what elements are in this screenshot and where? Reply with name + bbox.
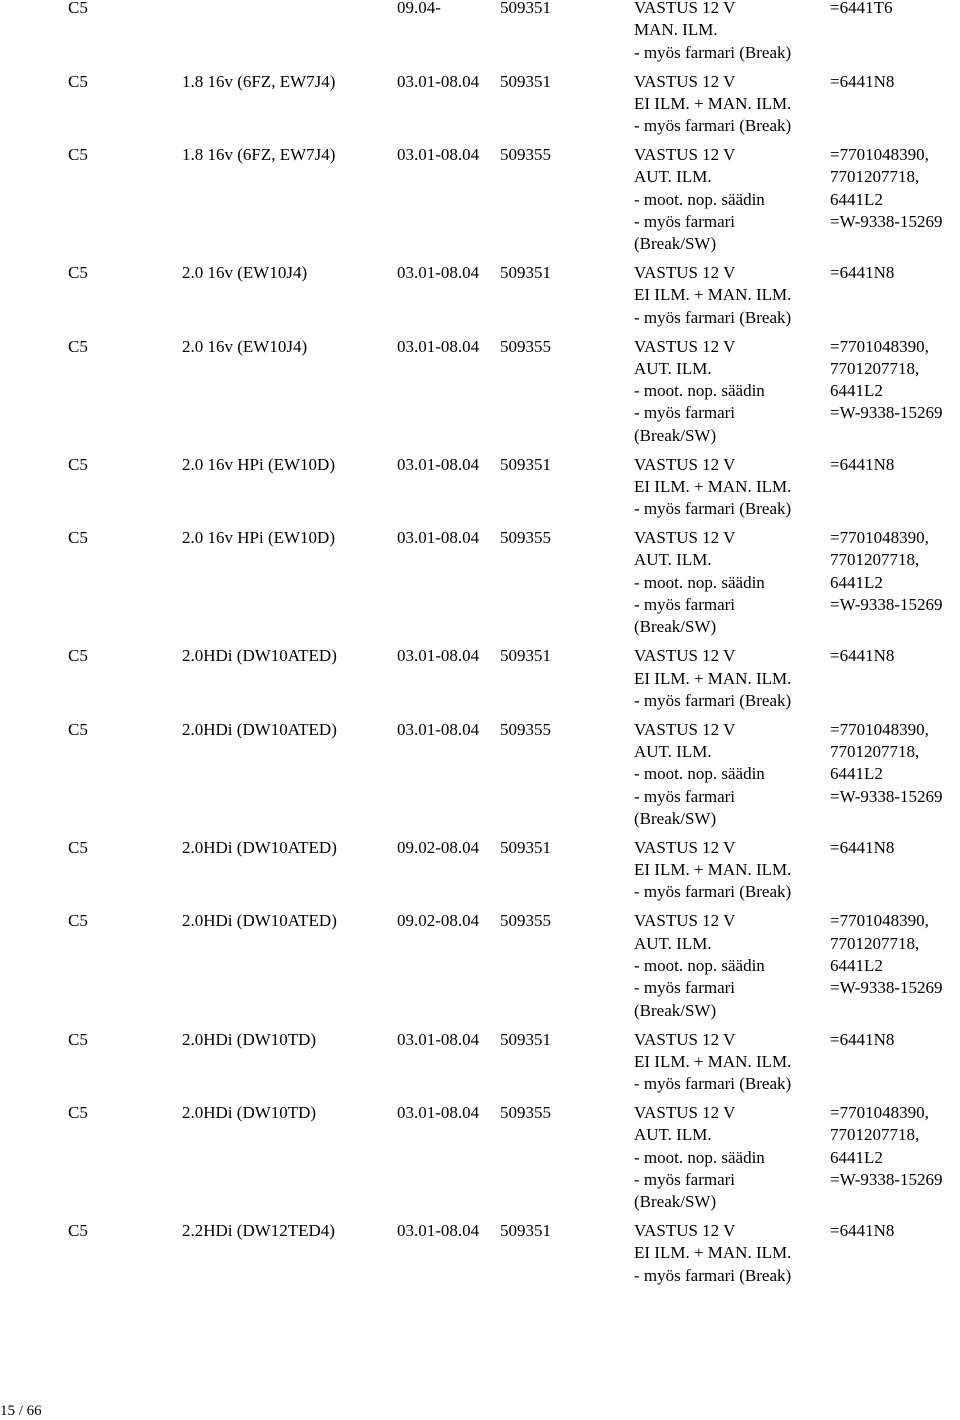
description [634,71,791,138]
cross-reference [830,527,943,616]
engine-type: 2.0HDi (DW10ATED) [182,911,337,931]
production-dates: 09.04- [397,0,441,17]
production-dates: 03.01-08.04 [397,528,480,548]
description-line: EI ILM. + MAN. ILM. [634,93,792,113]
production-dates: 03.01-08.04 [397,1103,480,1122]
description [634,645,791,712]
part-number: 509351 [500,454,551,474]
description-line: VASTUS 12 V [634,528,736,548]
engine-type: 2.0HDi (DW10TD) [182,1103,317,1122]
part-number: 509351 [500,0,551,17]
engine-type: 2.0 16v HPi (EW10D) [182,528,335,548]
description-line: AUT. ILM. [634,358,712,378]
reference-line: 7701207718, [830,550,920,570]
reference-line: =W-9338-15269 [830,595,943,615]
description-line: - moot. nop. säädin [634,572,765,592]
description-line: - myös farmari [634,1169,736,1189]
description-line: - myös farmari (Break) [634,307,792,327]
engine-type: 1.8 16v (6FZ, EW7J4) [182,145,336,164]
part-number: 509355 [500,719,551,739]
description [634,336,765,447]
reference-line: 7701207718, [830,933,920,953]
vehicle-model: C5 [68,336,88,356]
description-line: VASTUS 12 V [634,1103,736,1122]
part-number: 509351 [500,837,551,857]
description-line: EI ILM. + MAN. ILM. [634,668,792,688]
description-line: - myös farmari [634,978,736,998]
description-line: VASTUS 12 V [634,454,736,474]
reference-line: =7701048390, [830,528,929,548]
description-line: AUT. ILM. [634,167,712,187]
description-line: - myös farmari [634,786,736,806]
production-dates: 09.02-08.04 [397,837,480,857]
reference-line: =6441N8 [830,646,895,666]
reference-line: =6441T6 [830,0,893,17]
reference-line: =W-9338-15269 [830,1169,943,1189]
description-line: - myös farmari [634,595,736,615]
description-line: VASTUS 12 V [634,71,736,91]
part-number: 509351 [500,646,551,666]
description-line: MAN. ILM. [634,20,718,40]
reference-line: =6441N8 [830,454,895,474]
cross-reference [830,144,943,233]
description [634,144,765,255]
engine-type: 2.0HDi (DW10ATED) [182,646,337,666]
description-line: VASTUS 12 V [634,145,736,164]
reference-line: =7701048390, [830,336,929,356]
part-number: 509355 [500,1103,551,1122]
description-line: VASTUS 12 V [634,646,736,666]
description [634,527,765,638]
part-number: 509355 [500,145,551,164]
part-number: 509355 [500,528,551,548]
cross-reference [830,71,894,93]
reference-line: 6441L2 [830,189,883,209]
vehicle-model: C5 [68,528,88,548]
description-line: - myös farmari (Break) [634,499,792,519]
description-line: EI ILM. + MAN. ILM. [634,1243,792,1263]
cross-reference [830,1102,943,1191]
description-line: - moot. nop. säädin [634,189,765,209]
reference-line: =6441N8 [830,263,895,283]
description-line: - myös farmari (Break) [634,690,792,710]
description-line: (Break/SW) [634,234,717,254]
description-line: VASTUS 12 V [634,336,736,356]
description-line: VASTUS 12 V [634,1029,736,1049]
vehicle-model: C5 [68,646,88,666]
production-dates: 03.01-08.04 [397,454,480,474]
description-line: AUT. ILM. [634,550,712,570]
cross-reference [830,1220,894,1242]
part-number: 509351 [500,1029,551,1049]
description-line: - myös farmari (Break) [634,116,792,136]
description-line: (Break/SW) [634,617,717,637]
engine-type: 1.8 16v (6FZ, EW7J4) [182,71,336,91]
production-dates: 03.01-08.04 [397,719,480,739]
production-dates: 03.01-08.04 [397,646,480,666]
vehicle-model: C5 [68,719,88,739]
description-line: - moot. nop. säädin [634,764,765,784]
description-line: VASTUS 12 V [634,719,736,739]
description-line: - myös farmari [634,211,736,231]
description [634,1029,791,1096]
description [634,910,765,1021]
reference-line: =6441N8 [830,837,895,857]
reference-line: 6441L2 [830,1147,883,1167]
vehicle-model: C5 [68,911,88,931]
vehicle-model: C5 [68,263,88,283]
engine-type: 2.2HDi (DW12TED4) [182,1221,335,1241]
description [634,1102,765,1213]
cross-reference [830,336,943,425]
production-dates: 03.01-08.04 [397,336,480,356]
production-dates: 03.01-08.04 [397,71,480,91]
vehicle-model: C5 [68,837,88,857]
reference-line: =7701048390, [830,145,929,164]
description-line: EI ILM. + MAN. ILM. [634,285,792,305]
description-line: - myös farmari (Break) [634,42,792,62]
production-dates: 03.01-08.04 [397,263,480,283]
vehicle-model: C5 [68,0,88,17]
description-line: (Break/SW) [634,1000,717,1020]
vehicle-model: C5 [68,145,88,164]
engine-type: 2.0 16v HPi (EW10D) [182,454,335,474]
description-line: - myös farmari (Break) [634,1074,792,1094]
description-line: AUT. ILM. [634,1125,712,1145]
description [634,1220,791,1287]
reference-line: 7701207718, [830,1125,920,1145]
engine-type: 2.0HDi (DW10ATED) [182,837,337,857]
cross-reference [830,1029,894,1051]
reference-line: =6441N8 [830,1221,895,1241]
description-line: - myös farmari (Break) [634,882,792,902]
engine-type: 2.0 16v (EW10J4) [182,263,308,283]
cross-reference [830,719,943,808]
description-line: EI ILM. + MAN. ILM. [634,476,792,496]
description-line: EI ILM. + MAN. ILM. [634,1051,792,1071]
engine-type: 2.0 16v (EW10J4) [182,336,308,356]
description-line: (Break/SW) [634,1192,717,1212]
description-line: (Break/SW) [634,808,717,828]
reference-line: =7701048390, [830,911,929,931]
production-dates: 03.01-08.04 [397,145,480,164]
production-dates: 03.01-08.04 [397,1029,480,1049]
part-number: 509351 [500,71,551,91]
cross-reference [830,454,894,476]
reference-line: =W-9338-15269 [830,786,943,806]
reference-line: 6441L2 [830,381,883,401]
engine-type: 2.0HDi (DW10ATED) [182,719,337,739]
description-line: VASTUS 12 V [634,0,736,17]
reference-line: 6441L2 [830,572,883,592]
reference-line: =6441N8 [830,1029,895,1049]
part-number: 509351 [500,1221,551,1241]
part-number: 509355 [500,336,551,356]
cross-reference [830,0,892,19]
reference-line: 7701207718, [830,742,920,762]
cross-reference [830,262,894,284]
vehicle-model: C5 [68,71,88,91]
reference-line: =W-9338-15269 [830,978,943,998]
description-line: - myös farmari (Break) [634,1265,792,1285]
reference-line: 7701207718, [830,167,920,187]
description-line: EI ILM. + MAN. ILM. [634,860,792,880]
description-line: VASTUS 12 V [634,837,736,857]
production-dates: 03.01-08.04 [397,1221,480,1241]
reference-line: =W-9338-15269 [830,211,943,231]
cross-reference [830,837,894,859]
description [634,262,791,329]
description-line: VASTUS 12 V [634,911,736,931]
description [634,454,791,521]
vehicle-model: C5 [68,1221,88,1241]
description-line: AUT. ILM. [634,933,712,953]
page-number: 15 / 66 [0,1403,42,1419]
description-line: AUT. ILM. [634,742,712,762]
part-number: 509355 [500,911,551,931]
vehicle-model: C5 [68,454,88,474]
production-dates: 09.02-08.04 [397,911,480,931]
part-number: 509351 [500,263,551,283]
description-line: (Break/SW) [634,425,717,445]
description-line: VASTUS 12 V [634,1221,736,1241]
description [634,837,791,904]
description-line: - moot. nop. säädin [634,1147,765,1167]
description-line: - moot. nop. säädin [634,381,765,401]
description-line: VASTUS 12 V [634,263,736,283]
cross-reference [830,910,943,999]
description-line: - moot. nop. säädin [634,955,765,975]
reference-line: 6441L2 [830,955,883,975]
description-line: - myös farmari [634,403,736,423]
vehicle-model: C5 [68,1029,88,1049]
reference-line: =7701048390, [830,719,929,739]
reference-line: 7701207718, [830,358,920,378]
description [634,0,791,64]
vehicle-model: C5 [68,1103,88,1122]
reference-line: =6441N8 [830,71,895,91]
cross-reference [830,645,894,667]
reference-line: =W-9338-15269 [830,403,943,423]
reference-line: 6441L2 [830,764,883,784]
description [634,719,765,830]
engine-type: 2.0HDi (DW10TD) [182,1029,317,1049]
reference-line: =7701048390, [830,1103,929,1122]
